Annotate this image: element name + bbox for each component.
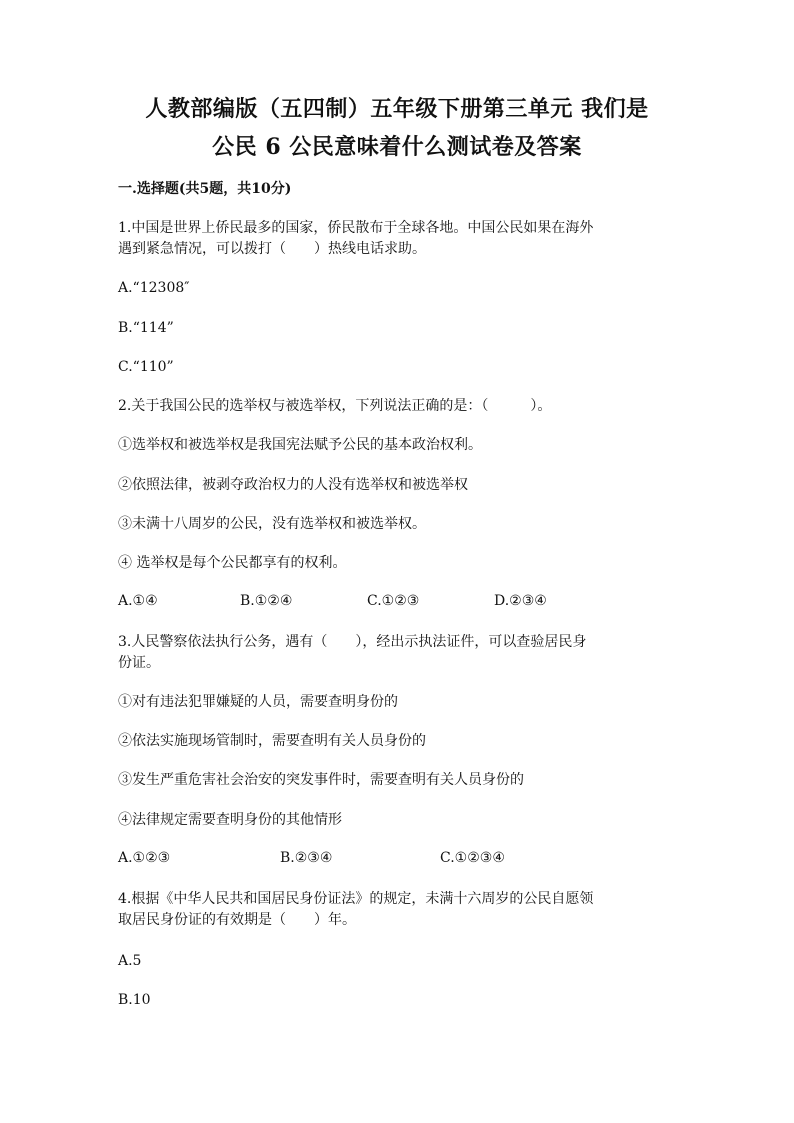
question-2-option-d: D.②③④ bbox=[494, 593, 547, 609]
question-4-stem-line-2: 取居民身份证的有效期是（ ）年。 bbox=[118, 912, 356, 928]
question-2-option-b: B.①②④ bbox=[240, 593, 293, 609]
question-3-statement-3: ③发生严重危害社会治安的突发事件时，需要查明有关人员身份的 bbox=[118, 772, 524, 788]
question-4-option-a: A.5 bbox=[118, 953, 142, 969]
question-1-option-c: C.“110” bbox=[118, 359, 174, 375]
document-title-line-1: 人教部编版（五四制）五年级下册第三单元 我们是 bbox=[145, 96, 649, 122]
question-3-option-b: B.②③④ bbox=[280, 850, 333, 866]
question-3-option-c: C.①②③④ bbox=[440, 850, 505, 866]
question-1-option-b: B.“114” bbox=[118, 320, 174, 336]
question-1-stem-line-2: 遇到紧急情况，可以拨打（ ）热线电话求助。 bbox=[118, 241, 426, 257]
question-2-statement-1: ①选举权和被选举权是我国宪法赋予公民的基本政治权利。 bbox=[118, 437, 482, 453]
question-1-option-a: A.“12308″ bbox=[118, 280, 190, 296]
question-2-statement-2: ②依照法律，被剥夺政治权力的人没有选举权和被选举权 bbox=[118, 477, 468, 493]
question-3-stem-line-1: 3.人民警察依法执行公务，遇有（ ），经出示执法证件，可以查验居民身 bbox=[118, 634, 587, 650]
question-2-statement-3: ③未满十八周岁的公民，没有选举权和被选举权。 bbox=[118, 516, 426, 532]
question-4-stem-line-1: 4.根据《中华人民共和国居民身份证法》的规定，未满十六周岁的公民自愿领 bbox=[118, 891, 594, 907]
question-3-option-a: A.①②③ bbox=[118, 850, 171, 866]
question-2-stem: 2.关于我国公民的选举权与被选举权，下列说法正确的是：（ ）。 bbox=[118, 398, 552, 414]
question-3-stem-line-2: 份证。 bbox=[118, 655, 160, 671]
question-3-statement-2: ②依法实施现场管制时，需要查明有关人员身份的 bbox=[118, 733, 426, 749]
question-2-statement-4: ④ 选举权是每个公民都享有的权利。 bbox=[118, 555, 347, 571]
question-3-statement-1: ①对有违法犯罪嫌疑的人员，需要查明身份的 bbox=[118, 694, 398, 710]
section-heading: 一.选择题(共5题，共10分) bbox=[118, 181, 292, 197]
document-title-line-2: 公民 6 公民意味着什么测试卷及答案 bbox=[212, 134, 582, 160]
question-4-option-b: B.10 bbox=[118, 992, 151, 1008]
question-2-option-a: A.①④ bbox=[118, 593, 158, 609]
question-2-option-c: C.①②③ bbox=[367, 593, 420, 609]
question-1-stem-line-1: 1.中国是世界上侨民最多的国家，侨民散布于全球各地。中国公民如果在海外 bbox=[118, 220, 594, 236]
question-3-statement-4: ④法律规定需要查明身份的其他情形 bbox=[118, 812, 342, 828]
